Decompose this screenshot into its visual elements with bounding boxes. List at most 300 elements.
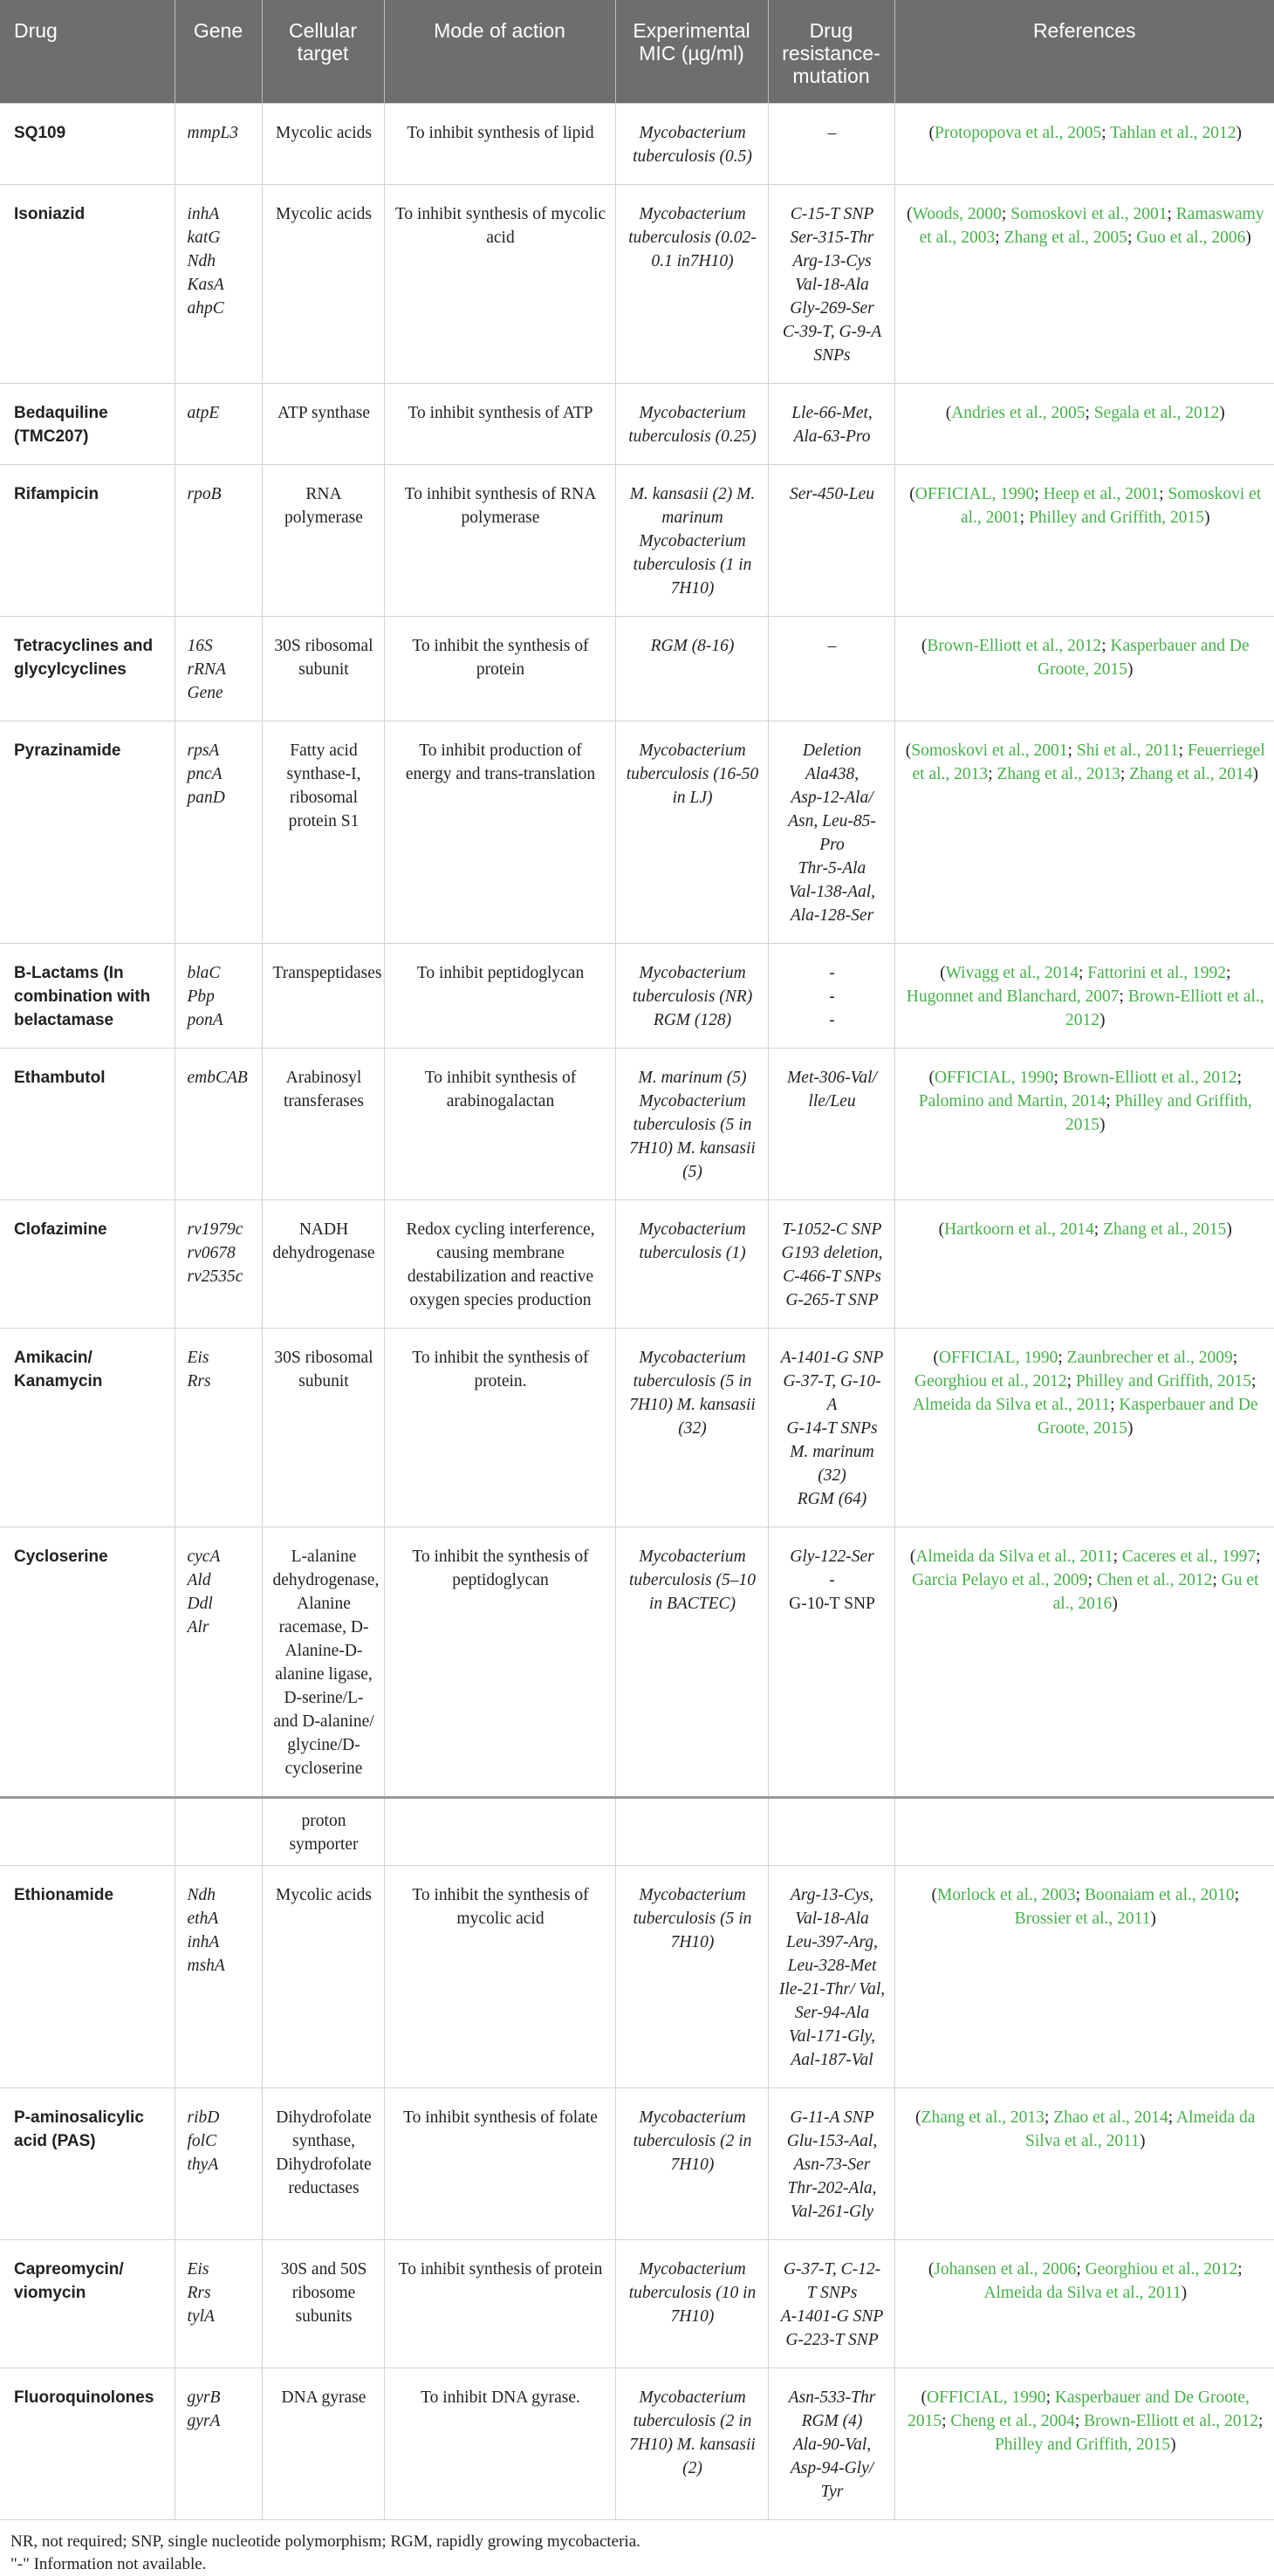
gene-cell [175,721,262,944]
ref-separator: ; [1127,229,1137,247]
mutation-entry: A-1401-G SNP [780,2307,884,2326]
mutation-entry: - [829,1011,835,1029]
mutation-entry: Val-171-Gly, [788,2027,876,2046]
table-row [0,104,1274,185]
ref-separator: ) [1252,765,1258,783]
ref-paren: ( [928,2260,935,2279]
resistance-mutation-cell [768,1200,894,1329]
drug-cell: Isoniazid [0,185,175,384]
resistance-mutation-cell [768,1798,894,1866]
table-row [0,2240,1274,2368]
reference-link[interactable]: Kasperbauer and De Groote, 2015 [1038,637,1250,679]
cellular-target-cell: 30S and 50S ribosome subunits [262,2240,384,2368]
reference-link[interactable]: OFFICIAL, 1990 [927,2388,1046,2407]
ref-paren: ( [915,2108,921,2127]
reference-link[interactable]: Garcia Pelayo et al., 2009 [912,1571,1088,1589]
reference-link[interactable]: Brown-Elliott et al., 2012 [927,637,1102,655]
gene-name: Eis [187,2260,209,2279]
gene-name: pncA [187,765,223,783]
mic-cell: M. kansasii (2) M. marinum Mycobacterium tuberculosis (1 in 7H10) [615,465,768,617]
resistance-mutation-cell [768,2368,894,2520]
cellular-target-cell: ATP synthase [262,384,384,465]
gene-name: inhA [187,1933,220,1951]
references-cell [894,384,1274,465]
gene-cell [175,1527,262,1798]
cellular-target-cell: NADH dehydrogenase [262,1200,384,1329]
drug-cell: Ethionamide [0,1866,175,2088]
reference-link[interactable]: Almeida da Silva et al., 2011 [1025,2108,1256,2150]
footnote-abbreviations: NR, not required; SNP, single nucleotide polymorphism; RGM, rapidly growing mycobacteria. [10,2532,640,2551]
resistance-mutation-cell [768,465,894,617]
reference-link[interactable]: Heep et al., 2001 [1043,485,1160,503]
reference-link[interactable]: Almeida da Silva et al., 2011 [915,1548,1113,1566]
mode-of-action-cell: To inhibit synthesis of ATP [384,384,615,465]
ref-separator: ; [1079,964,1088,982]
ref-separator: ) [1112,1595,1118,1613]
ref-separator: ; [1087,1571,1097,1589]
ref-separator: ; [1019,509,1029,527]
reference-link[interactable]: Philley and Griffith, 2015 [1065,1092,1252,1134]
header-drug: Drug [0,0,175,104]
gene-name: KasA [187,276,224,294]
references-cell [894,1798,1274,1866]
mutation-entry: Val-18-Ala [795,276,869,294]
reference-link[interactable]: Feuerriegel et al., 2013 [912,741,1265,783]
header-mic: Experimental MIC (µg/ml) [615,0,768,104]
table-body [0,104,1274,2520]
reference-link[interactable]: Wivagg et al., 2014 [945,964,1079,982]
ref-paren: ( [931,1886,937,1904]
reference-link[interactable]: Fattorini et al., 1992 [1087,964,1227,982]
mutation-entry: Thr-202-Ala, [787,2179,877,2197]
ref-separator: ; [1075,1886,1085,1904]
ref-separator: ) [1204,509,1210,527]
ref-separator: ; [1178,741,1188,760]
mutation-entry: RGM (64) [797,1490,867,1508]
cellular-target-cell: proton symporter [262,1798,384,1866]
reference-link[interactable]: Palomino and Martin, 2014 [918,1092,1106,1110]
mutation-entry: – [827,637,837,655]
mutation-entry: C-39-T, G-9-A SNPs [782,323,882,365]
gene-name: panD [187,789,225,807]
gene-cell [175,1200,262,1329]
references-cell [894,1527,1274,1798]
reference-link[interactable]: Almeida da Silva et al., 2011 [912,1396,1111,1414]
header-ref: References [894,0,1274,104]
gene-name: cycA [187,1548,221,1566]
table-row [0,185,1274,384]
ref-separator: ) [1245,229,1251,247]
reference-link[interactable]: OFFICIAL, 1990 [914,485,1035,503]
reference-link[interactable]: Somoskovi et al., 2001 [960,485,1262,527]
table-row [0,617,1274,721]
mutation-entry: Met-306-Val/ lle/Leu [787,1069,877,1110]
gene-cell [175,185,262,384]
ref-paren: ( [940,964,946,982]
reference-link[interactable]: Zhang et al., 2014 [1129,765,1253,783]
mutation-entry: Leu-328-Met [787,1957,877,1975]
gene-name: inhA [187,205,220,223]
drug-cell: P-aminosalicylic acid (PAS) [0,2088,175,2240]
gene-name: mmpL3 [187,124,239,142]
gene-name: gyrB [187,2388,221,2407]
mutation-entry: G-10-T SNP [789,1595,875,1613]
ref-separator: ; [1106,1092,1115,1110]
table-row [0,1329,1274,1527]
table-header-row [0,0,1274,104]
cellular-target-cell: Mycolic acids [262,185,384,384]
reference-link[interactable]: Woods, 2000 [912,205,1002,223]
table-row [0,944,1274,1049]
mic-cell: Mycobacterium tuberculosis (10 in 7H10) [615,2240,768,2368]
ref-separator: ; [1101,124,1111,142]
ref-separator: ; [1066,1372,1076,1390]
reference-link[interactable]: Almeida da Silva et al., 2011 [983,2284,1182,2302]
cellular-target-cell: DNA gyrase [262,2368,384,2520]
mutation-entry: Aal-187-Val [791,2051,873,2069]
mutation-entry: Leu-397-Arg, [786,1933,878,1951]
table-row [0,1798,1274,1866]
ref-paren: ( [921,2388,928,2407]
ref-separator: ) [1127,1419,1134,1438]
mutation-entry: - [829,964,835,982]
cellular-target-cell: Mycolic acids [262,1866,384,2088]
ref-separator: ) [1181,2284,1188,2302]
gene-cell [175,1049,262,1200]
ref-separator: ; [1067,741,1077,760]
mutation-entry: Ser-450-Leu [789,485,875,503]
gene-cell [175,2240,262,2368]
mutation-entry: Ser-315-Thr [790,229,874,247]
mic-cell: Mycobacterium tuberculosis (5 in 7H10) M. kansasii (32) [615,1329,768,1527]
gene-name: Ald [187,1571,211,1589]
resistance-mutation-cell [768,104,894,185]
mode-of-action-cell: To inhibit synthesis of lipid [384,104,615,185]
mutation-entry: Ala-63-Pro [793,427,871,446]
gene-name: blaC [187,964,221,982]
table-row [0,721,1274,944]
ref-separator: ; [1044,2108,1054,2127]
reference-link[interactable]: Zhao et al., 2014 [1053,2108,1168,2127]
references-cell [894,1329,1274,1527]
table-row [0,1527,1274,1798]
ref-separator: ) [1236,124,1242,142]
reference-link[interactable]: Gu et al., 2016 [1052,1571,1259,1613]
mutation-entry: Asn-73-Ser [793,2156,871,2174]
reference-link[interactable]: Hugonnet and Blanchard, 2007 [906,987,1120,1006]
ref-separator: ; [1101,637,1111,655]
ref-separator: ; [1076,2260,1086,2279]
gene-cell [175,384,262,465]
mutation-entry: Glu-153-Aal, [786,2132,878,2150]
resistance-mutation-cell [768,1329,894,1527]
drug-cell: Rifampicin [0,465,175,617]
mutation-entry: Lle-66-Met, [791,404,873,422]
cellular-target-cell: Transpeptidases [262,944,384,1049]
mutation-entry: G-37-T, G-10-A [783,1372,881,1414]
reference-link[interactable]: Georghiou et al., 2012 [914,1372,1067,1390]
reference-link[interactable]: Johansen et al., 2006 [934,2260,1077,2279]
drug-cell: Capreomycin/ viomycin [0,2240,175,2368]
mic-cell: Mycobacterium tuberculosis (0.25) [615,384,768,465]
mic-cell: Mycobacterium tuberculosis (0.02-0.1 in7H10) [615,185,768,384]
mode-of-action-cell [384,1798,615,1866]
reference-link[interactable]: Morlock et al., 2003 [936,1886,1076,1904]
ref-paren: ( [928,1069,935,1087]
ref-separator: ; [1236,1069,1243,1087]
mutation-entry: Deletion Ala438, [802,741,862,783]
mutation-entry: C-15-T SNP [790,205,874,223]
ref-paren: ( [909,1548,916,1566]
mode-of-action-cell: To inhibit synthesis of mycolic acid [384,185,615,384]
gene-name: rv0678 [187,1244,236,1262]
mode-of-action-cell: To inhibit synthesis of protein [384,2240,615,2368]
ref-separator: ; [1034,485,1044,503]
mode-of-action-cell: Redox cycling interference, causing membrane destabilization and reactive oxygen species production [384,1200,615,1329]
mutation-entry: Ile-21-Thr/ Val, Ser-94-Ala [778,1980,886,2022]
reference-link[interactable]: OFFICIAL, 1990 [934,1069,1054,1087]
ref-separator: ; [1053,1069,1063,1087]
ref-separator: ) [1150,1910,1156,1928]
reference-link[interactable]: Protopopova et al., 2005 [935,124,1102,142]
drug-cell: SQ109 [0,104,175,185]
header-target: Cellular target [262,0,384,104]
mutation-entry: Val-138-Aal, [788,883,876,901]
ref-separator: ) [1127,660,1134,679]
mutation-entry: T-1052-C SNP [782,1220,882,1239]
gene-name: Pbp [187,987,215,1006]
table-row [0,1866,1274,2088]
references-cell [894,104,1274,185]
gene-name: Alr [187,1618,209,1636]
gene-name: Ndh [187,252,216,270]
mode-of-action-cell: To inhibit synthesis of RNA polymerase [384,465,615,617]
reference-link[interactable]: Zhang et al., 2013 [921,2108,1045,2127]
drug-cell: B-Lactams (In combination with belactamase [0,944,175,1049]
ref-paren: ( [928,124,935,142]
reference-link[interactable]: Ramaswamy et al., 2003 [919,205,1264,247]
mode-of-action-cell: To inhibit peptidoglycan [384,944,615,1049]
cellular-target-cell: RNA polymerase [262,465,384,617]
reference-link[interactable]: Somoskovi et al., 2001 [911,741,1068,760]
gene-cell [175,617,262,721]
cellular-target-cell: Arabinosyl transferases [262,1049,384,1200]
table-row [0,2088,1274,2240]
reference-link[interactable]: OFFICIAL, 1990 [938,1349,1058,1367]
gene-name: 16S rRNA Gene [187,637,226,702]
references-cell [894,2088,1274,2240]
mode-of-action-cell: To inhibit production of energy and trans-translation [384,721,615,944]
cellular-target-cell: Fatty acid synthase-I, ribosomal protein S1 [262,721,384,944]
mutation-entry: G193 deletion, [781,1244,883,1262]
gene-name: rpsA [187,741,220,760]
ref-separator: ; [1110,1396,1120,1414]
reference-link[interactable]: Georghiou et al., 2012 [1085,2260,1238,2279]
mic-cell: Mycobacterium tuberculosis (1) [615,1200,768,1329]
mutation-entry: Gly-269-Ser [790,299,874,318]
mutation-entry: G-223-T SNP [785,2331,879,2349]
gene-name: embCAB [187,1069,248,1087]
mutation-entry: Val-18-Ala [795,1910,869,1928]
reference-link[interactable]: Caceres et al., 1997 [1121,1548,1257,1566]
header-res: Drug resistance-mutation [768,0,894,104]
footnote-not-available: "-" Information not available. [10,2555,207,2573]
mutation-entry: Arg-13-Cys, [790,1886,874,1904]
resistance-mutation-cell [768,721,894,944]
reference-link[interactable]: Andries et al., 2005 [951,404,1086,422]
reference-link[interactable]: Zhang et al., 2013 [997,765,1120,783]
gene-name: gyrA [187,2412,221,2430]
reference-link[interactable]: Brossier et al., 2011 [1014,1910,1151,1928]
mutation-entry: G-37-T, C-12-T SNPs [783,2260,881,2302]
mutation-entry: – [827,124,837,142]
mic-cell: Mycobacterium tuberculosis (5 in 7H10) [615,1866,768,2088]
table-row [0,1049,1274,1200]
resistance-mutation-cell [768,2088,894,2240]
mutation-entry: Ala-90-Val, [792,2436,872,2454]
gene-name: Rrs [187,2284,211,2302]
mode-of-action-cell: To inhibit the synthesis of peptidoglycan [384,1527,615,1798]
resistance-mutation-cell [768,384,894,465]
gene-cell [175,1329,262,1527]
drug-cell [0,1798,175,1866]
resistance-mutation-cell [768,944,894,1049]
mic-cell: Mycobacterium tuberculosis (2 in 7H10) M. kansasii (2) [615,2368,768,2520]
references-cell [894,465,1274,617]
drug-cell: Bedaquiline (TMC207) [0,384,175,465]
mutation-entry: Asp-94-Gly/ Tyr [790,2459,874,2501]
reference-link[interactable]: Brown-Elliott et al., 2012 [1065,987,1264,1029]
mode-of-action-cell: To inhibit synthesis of arabinogalactan [384,1049,615,1200]
resistance-mutation-cell [768,617,894,721]
mic-cell: Mycobacterium tuberculosis (16-50 in LJ) [615,721,768,944]
ref-separator: ; [988,765,997,783]
references-cell [894,2240,1274,2368]
gene-name: rv1979c [187,1220,243,1239]
mutation-entry: G-265-T SNP [785,1291,879,1309]
drug-cell: Tetracyclines and glycylcyclines [0,617,175,721]
gene-cell [175,104,262,185]
ref-paren: ( [933,1349,939,1367]
references-cell [894,185,1274,384]
reference-link[interactable]: Zaunbrecher et al., 2009 [1066,1349,1233,1367]
mutation-entry: Val-261-Gly [790,2203,874,2221]
ref-separator: ; [1212,1571,1222,1589]
drug-cell: Amikacin/ Kanamycin [0,1329,175,1527]
ref-separator: ; [1045,2388,1055,2407]
mic-cell: Mycobacterium tuberculosis (5–10 in BACTEC) [615,1527,768,1798]
references-cell [894,721,1274,944]
footnotes [0,2519,1274,2576]
gene-name: tylA [187,2307,215,2326]
reference-link[interactable]: Philley and Griffith, 2015 [1075,1372,1252,1390]
reference-link[interactable]: Brown-Elliott et al., 2012 [1062,1069,1237,1087]
references-cell [894,1049,1274,1200]
references-cell [894,1866,1274,2088]
ref-separator: ) [1170,2436,1176,2454]
gene-cell [175,2368,262,2520]
gene-cell [175,2088,262,2240]
resistance-mutation-cell [768,185,894,384]
mic-cell: M. marinum (5) Mycobacterium tuberculosis (5 in 7H10) M. kansasii (5) [615,1049,768,1200]
reference-link[interactable]: Brown-Elliott et al., 2012 [1084,2412,1258,2430]
mode-of-action-cell: To inhibit the synthesis of protein. [384,1329,615,1527]
reference-link[interactable]: Hartkoorn et al., 2014 [944,1220,1094,1239]
reference-link[interactable]: Guo et al., 2006 [1136,229,1246,247]
gene-cell [175,1866,262,2088]
gene-name: rpoB [187,485,222,503]
reference-link[interactable]: Cheng et al., 2004 [950,2412,1075,2430]
mutation-entry: - [829,1571,835,1589]
reference-link[interactable]: Kasperbauer and De Groote, 2015 [1038,1396,1258,1438]
ref-paren: ( [938,1220,945,1239]
ref-separator: ; [1251,1372,1257,1390]
reference-link[interactable]: Zhang et al., 2005 [1003,229,1127,247]
gene-cell [175,1798,262,1866]
reference-link[interactable]: Shi et al., 2011 [1076,741,1179,760]
gene-name: ethA [187,1910,219,1928]
ref-separator: ; [1168,2108,1176,2127]
ref-paren: ( [909,485,915,503]
references-cell [894,944,1274,1049]
reference-link[interactable]: Segala et al., 2012 [1093,404,1220,422]
drug-cell: Ethambutol [0,1049,175,1200]
ref-separator: ) [1226,1220,1232,1239]
mutation-entry: G-14-T SNPs [786,1419,878,1438]
mutation-entry: G-11-A SNP [790,2108,874,2127]
ref-separator: ) [1139,2132,1146,2150]
ref-separator: ; [1120,765,1130,783]
ref-separator: ; [1234,1886,1240,1904]
ref-separator: ; [1237,2260,1243,2279]
ref-separator: ; [1113,1548,1122,1566]
mutation-entry: RGM (4) [801,2412,863,2430]
cellular-target-cell: 30S ribosomal subunit [262,617,384,721]
mode-of-action-cell: To inhibit the synthesis of mycolic acid [384,1866,615,2088]
cellular-target-cell: 30S ribosomal subunit [262,1329,384,1527]
reference-link[interactable]: Chen et al., 2012 [1096,1571,1213,1589]
cellular-target-cell: Dihydrofolate synthase, Dihydrofolate reductases [262,2088,384,2240]
reference-link[interactable]: Zhang et al., 2015 [1103,1220,1227,1239]
mutation-entry: Gly-122-Ser [790,1548,874,1566]
mutation-entry: Ala-128-Ser [790,906,874,925]
reference-link[interactable]: Philley and Griffith, 2015 [994,2436,1171,2454]
header-mode: Mode of action [384,0,615,104]
gene-cell [175,944,262,1049]
mode-of-action-cell: To inhibit the synthesis of protein [384,617,615,721]
ref-separator: ; [995,229,1004,247]
references-cell [894,617,1274,721]
reference-link[interactable]: Kasperbauer and De Groote, 2015 [908,2388,1250,2430]
mode-of-action-cell: To inhibit DNA gyrase. [384,2368,615,2520]
mutation-entry: Asp-12-Ala/ Asn, Leu-85-Pro [788,789,876,854]
ref-separator: ; [1119,987,1128,1006]
cellular-target-cell: L-alanine dehydrogenase, Alanine racemase, D-Alanine-D-alanine ligase, D-serine/L- and D-alanine/ glycine/D-cycloserine [262,1527,384,1798]
mutation-entry: C-466-T SNPs [783,1268,881,1286]
ref-separator: ; [1232,1349,1238,1367]
gene-name: Ndh [187,1886,216,1904]
reference-link[interactable]: Philley and Griffith, 2015 [1028,509,1205,527]
ref-separator: ; [942,2412,951,2430]
reference-link[interactable]: Somoskovi et al., 2001 [1010,205,1168,223]
reference-link[interactable]: Tahlan et al., 2012 [1110,124,1236,142]
ref-separator: ; [1074,2412,1085,2430]
cellular-target-cell: Mycolic acids [262,104,384,185]
header-gene: Gene [175,0,262,104]
resistance-mutation-cell [768,1527,894,1798]
drug-cell: Pyrazinamide [0,721,175,944]
reference-link[interactable]: Boonaiam et al., 2010 [1084,1886,1235,1904]
